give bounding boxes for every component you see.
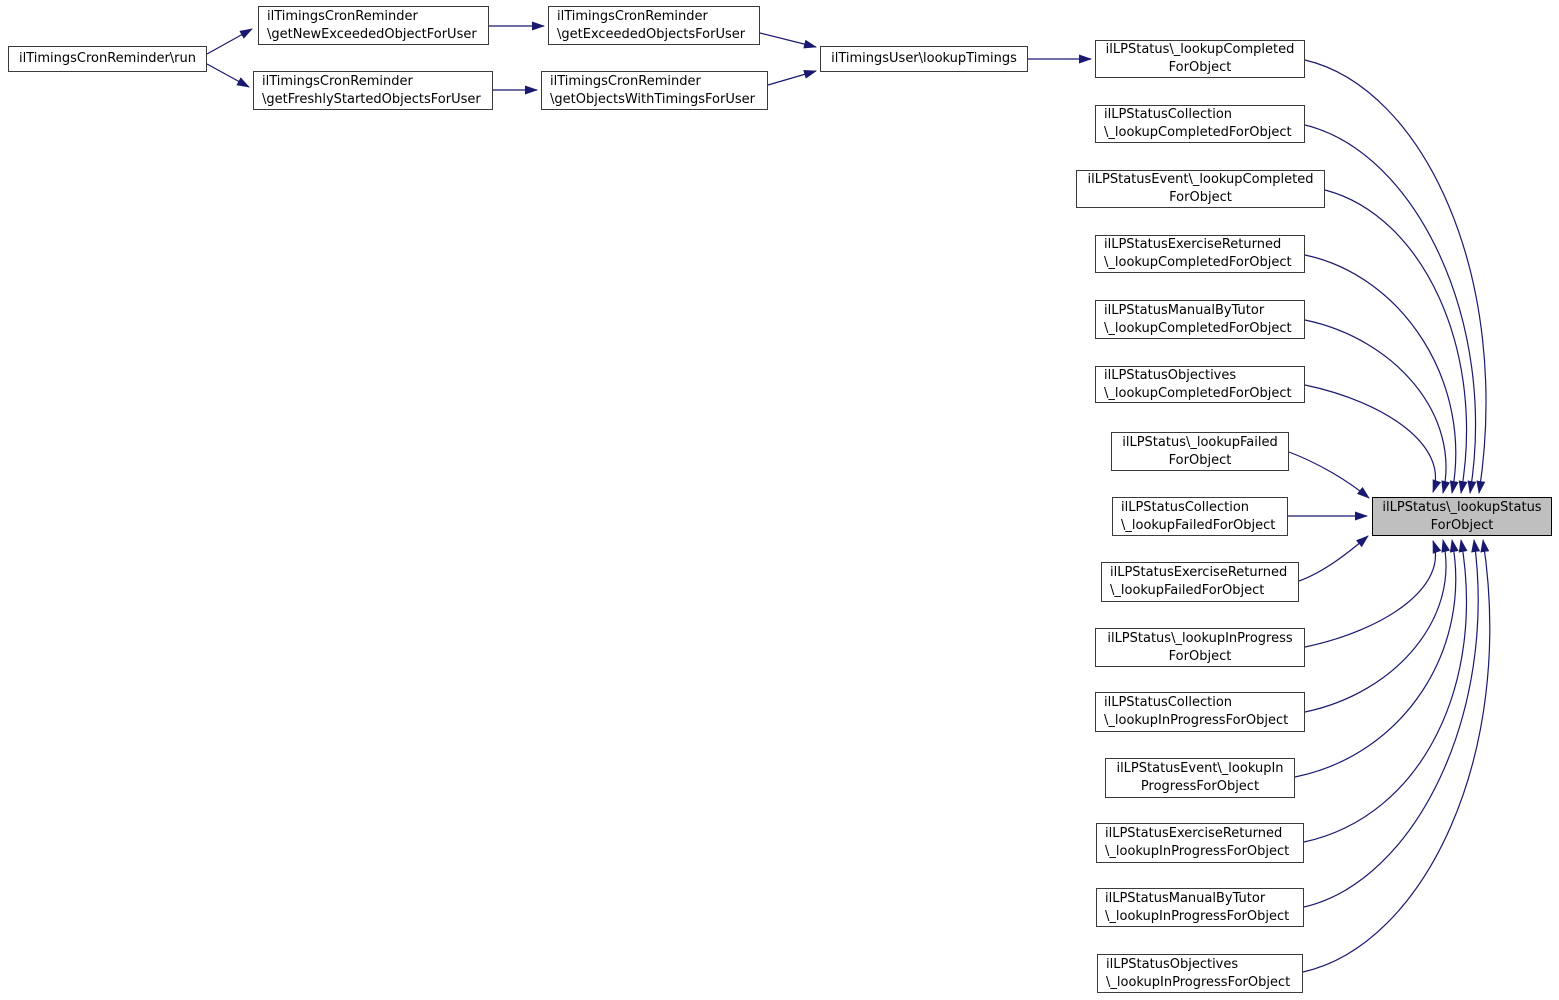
- node-get-freshly-started[interactable]: [253, 71, 493, 110]
- node-exercise-failed[interactable]: [1101, 562, 1299, 602]
- node-label-line: ProgressForObject: [1140, 779, 1260, 794]
- edge-tutor-inprogress-to-lookup-status: [1304, 540, 1478, 907]
- node-label-line: ForObject: [1168, 452, 1232, 468]
- node-label-line: ilLPStatusExerciseReturned: [1105, 826, 1283, 841]
- edge-objectives-completed-to-lookup-status: [1305, 385, 1435, 492]
- node-label-line: \_lookupCompletedForObject: [1104, 125, 1292, 140]
- node-event-completed[interactable]: [1076, 170, 1325, 208]
- edge-lp-completed-to-lookup-status: [1305, 60, 1486, 493]
- node-label-line: \_lookupCompletedForObject: [1104, 255, 1292, 270]
- node-label-line: \getFreshlyStartedObjectsForUser: [262, 91, 481, 107]
- node-coll-inprogress[interactable]: [1095, 692, 1305, 732]
- edge-get-objects-timings-to-lookup-timings: [768, 71, 816, 85]
- edge-run-to-get-freshly-started: [207, 64, 249, 87]
- node-label-line: ilTimingsCronReminder: [557, 8, 708, 24]
- node-label-line: ilLPStatusEvent\_lookupIn: [1116, 761, 1284, 776]
- node-label-line: ForObject: [1169, 190, 1232, 205]
- node-label-line: ilLPStatus\_lookupFailed: [1122, 434, 1278, 450]
- node-label-line: ilLPStatusEvent\_lookupCompleted: [1087, 172, 1314, 187]
- node-label-line: \_lookupInProgressForObject: [1106, 974, 1291, 990]
- node-label-line: ilLPStatusCollection: [1104, 107, 1233, 122]
- node-label-line: ilTimingsCronReminder: [267, 8, 418, 24]
- node-label-line: ilLPStatusExerciseReturned: [1104, 237, 1282, 252]
- node-label-line: ForObject: [1168, 60, 1232, 75]
- node-label-line: ilTimingsCronReminder: [262, 73, 413, 89]
- node-label-line: ilLPStatus\_lookupStatus: [1382, 499, 1542, 515]
- node-label-line: ilLPStatusCollection: [1121, 499, 1250, 515]
- node-label-line: ForObject: [1168, 648, 1232, 664]
- node-label-line: \_lookupInProgressForObject: [1105, 844, 1290, 859]
- node-tutor-inprogress[interactable]: [1096, 888, 1304, 927]
- edge-tutor-completed-to-lookup-status: [1305, 320, 1446, 493]
- edge-exercise-failed-to-lookup-status: [1299, 536, 1368, 581]
- node-get-new-exceeded[interactable]: [258, 6, 489, 45]
- node-label-line: ilLPStatus\_lookupCompleted: [1105, 42, 1295, 57]
- node-label-line: \getNewExceededObjectForUser: [267, 26, 477, 42]
- node-coll-failed[interactable]: [1112, 497, 1288, 536]
- node-label-line: ilLPStatusObjectives: [1106, 956, 1239, 972]
- node-label-line: ilLPStatusObjectives: [1104, 367, 1237, 383]
- node-label-line: \_lookupFailedForObject: [1121, 517, 1276, 533]
- node-label-line: \_lookupCompletedForObject: [1104, 385, 1292, 401]
- edge-run-to-get-new-exceeded: [207, 29, 252, 54]
- node-label-line: ilLPStatus\_lookupInProgress: [1107, 630, 1293, 646]
- node-lp-inprogress[interactable]: [1095, 628, 1305, 667]
- node-label-line: ilLPStatusExerciseReturned: [1110, 565, 1288, 580]
- node-lookup-status: [1372, 497, 1552, 536]
- edge-event-inprogress-to-lookup-status: [1295, 540, 1456, 777]
- node-label-line: \_lookupCompletedForObject: [1104, 320, 1292, 336]
- node-coll-completed[interactable]: [1095, 105, 1305, 143]
- node-lp-completed[interactable]: [1095, 40, 1305, 78]
- node-label-line: ilLPStatusCollection: [1104, 695, 1233, 710]
- edge-lp-inprogress-to-lookup-status: [1305, 541, 1435, 647]
- node-label-line: ilTimingsUser\lookupTimings: [831, 51, 1017, 66]
- node-run[interactable]: [8, 46, 207, 72]
- node-event-inprogress[interactable]: [1105, 758, 1295, 798]
- node-label-line: \_lookupInProgressForObject: [1104, 713, 1289, 728]
- node-label-line: \getExceededObjectsForUser: [557, 26, 746, 42]
- node-label-line: \_lookupFailedForObject: [1110, 583, 1265, 598]
- node-lookup-timings[interactable]: [820, 46, 1028, 72]
- node-label-line: ForObject: [1430, 517, 1494, 533]
- node-label-line: ilLPStatusManualByTutor: [1105, 890, 1266, 906]
- node-label-line: ilLPStatusManualByTutor: [1104, 302, 1265, 318]
- node-get-exceeded-objects[interactable]: [548, 6, 760, 45]
- node-objectives-completed[interactable]: [1095, 366, 1305, 403]
- node-objectives-inprogress[interactable]: [1097, 954, 1303, 993]
- node-label-line: \_lookupInProgressForObject: [1105, 908, 1290, 924]
- edge-lp-failed-to-lookup-status: [1289, 452, 1369, 498]
- node-get-objects-timings[interactable]: [541, 71, 768, 110]
- node-label-line: ilTimingsCronReminder: [550, 73, 701, 89]
- edge-objectives-inprogress-to-lookup-status: [1303, 540, 1490, 972]
- edge-exercise-completed-to-lookup-status: [1305, 255, 1456, 493]
- node-exercise-completed[interactable]: [1095, 235, 1305, 273]
- node-label-line: ilTimingsCronReminder\run: [18, 51, 196, 66]
- edge-get-exceeded-objects-to-lookup-timings: [760, 33, 816, 47]
- node-exercise-inprogress[interactable]: [1096, 823, 1304, 863]
- edge-exercise-inprogress-to-lookup-status: [1304, 540, 1466, 842]
- edge-event-completed-to-lookup-status: [1325, 190, 1467, 493]
- node-label-line: \getObjectsWithTimingsForUser: [550, 91, 755, 107]
- edge-coll-completed-to-lookup-status: [1305, 125, 1476, 493]
- node-lp-failed[interactable]: [1111, 432, 1289, 471]
- node-tutor-completed[interactable]: [1095, 300, 1305, 339]
